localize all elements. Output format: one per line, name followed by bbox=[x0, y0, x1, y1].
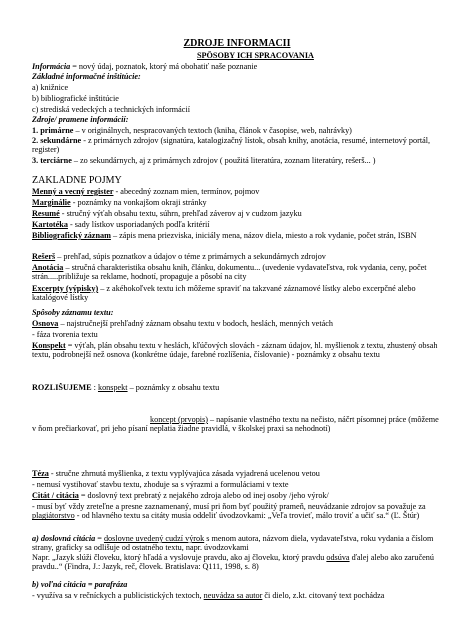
text: Napr. „Jazyk slúži človeku, ktorý hľadá a vyslovuje pravdu, ako aj človeku, ktorý pravdu bbox=[32, 552, 327, 562]
list-item-note bbox=[32, 502, 444, 521]
underlined-term: koncept (prvopis) bbox=[150, 415, 208, 424]
list-item bbox=[32, 491, 444, 500]
underlined-term: doslovne uvedený cudzí výrok bbox=[103, 534, 205, 543]
definition-text: s menom autora, názvom diela, vydavateľstva, roku vydania a číslom strany, graficky sa odlišuje od ostatného textu, napr. úvodzovkami bbox=[32, 534, 434, 553]
term: Menný a vecný register bbox=[32, 187, 114, 196]
definition-text: – zo sekundárnych, aj z primárnych zdrojov ( použitá literatúra, zoznam literatúry, rešerš... ) bbox=[71, 156, 376, 165]
term: Bibliografický záznam bbox=[32, 231, 111, 240]
term: a) doslovná citácia bbox=[32, 534, 96, 543]
list-item bbox=[32, 252, 444, 261]
text: či dielo, z.kt. citovaný text pochádza bbox=[262, 591, 385, 600]
definition-text: – stručná charakteristika obsahu knih, článku, dokumentu... (uvedenie vydavateľstva, rok vydania, ceny, počet strán.....približuje sa reklame, hodnotí, propaguje a pôsobí na city bbox=[32, 263, 427, 282]
underlined-term: neuvádza sa autor bbox=[203, 591, 263, 600]
definition-text: = nový údaj, poznatok, ktorý má obohatiť naše poznanie bbox=[70, 62, 258, 71]
list-item bbox=[32, 136, 444, 155]
underlined-term: plagiátorstvo bbox=[32, 511, 75, 521]
list-item bbox=[32, 284, 444, 303]
underlined-term: konspekt bbox=[97, 383, 128, 392]
list-item bbox=[32, 469, 444, 478]
definition-text: – poznámky z obsahu textu bbox=[127, 383, 220, 392]
term: Citát / citácia bbox=[32, 491, 79, 500]
list-item bbox=[32, 591, 444, 600]
list-item bbox=[32, 187, 444, 196]
definition-text: – zápis mena priezviska, iniciály mena, názov diela, miesto a rok vydanie, počet strán, ISBN bbox=[110, 231, 417, 240]
section-heading-sposoby: Spôsoby záznamu textu: bbox=[32, 308, 114, 317]
list-item-note: - nemusí vystihovať stavbu textu, zhoduje sa s výrazmi a formuláciami v texte bbox=[32, 480, 289, 489]
definition-text: - poznámky na vonkajšom okraji stránky bbox=[70, 198, 207, 207]
term: Kartotéka bbox=[32, 220, 68, 229]
section-heading-pojmy: ZÁKLADNÉ POJMY bbox=[32, 176, 122, 186]
list-item bbox=[32, 231, 444, 240]
list-item: a) knižnice bbox=[32, 83, 69, 92]
definition-informacia bbox=[32, 62, 444, 71]
list-item-heading: b) voľná citácia = parafráza bbox=[32, 580, 128, 589]
definition-text: - z primárnych zdrojov (signatúra, katalogizačný lístok, obsah knihy, anotácia, resumé, internetový portál, register) bbox=[32, 136, 431, 155]
text: - od hlavného textu sa citáty musia oddeliť úvodzovkami: „Veľa trovieť, málo troviť a učiť sa.“ (Ľ. Štúr) bbox=[74, 511, 420, 521]
term: Anotácia bbox=[32, 263, 64, 272]
section-heading-institucie: Základné informačné inštitúcie: bbox=[32, 72, 141, 81]
definition-text: – napísanie vlastného textu na nečisto, náčrt písomnej práce (môžeme v ňom prečiarkovať, pri jeho písaní neplatia žiadne pravidlá, v školskej praxi sa nehodnotí) bbox=[32, 415, 439, 434]
doc-title: ZDROJE INFORMÁCIÍ bbox=[183, 39, 291, 49]
list-item bbox=[32, 198, 444, 207]
text: - využíva sa v rečníckych a publicistických textoch, bbox=[32, 591, 204, 600]
definition-text: = doslovný text prebratý z nejakého zdroja alebo od inej osoby /jeho výrok/ bbox=[78, 491, 329, 500]
list-item bbox=[32, 209, 444, 218]
separator: = bbox=[95, 534, 104, 543]
list-item bbox=[32, 341, 444, 360]
section-heading-zdroje: Zdroje/ pramene informácií: bbox=[32, 115, 129, 124]
text: - musí byť vždy zreteľne a presne zaznamenaný, musí pri ňom byť použitý prameň, neuvádzanie zdrojov sa považuje za bbox=[32, 502, 426, 511]
definition-text: - stručne zhrnutá myšlienka, z textu vyplývajúca zásada vyjadrená ucelenou vetou bbox=[48, 469, 320, 478]
definition-text: - stručný výťah obsahu textu, súhrn, prehľad záverov aj v cudzom jazyku bbox=[59, 209, 302, 218]
term: Informácia bbox=[32, 62, 71, 71]
term: Osnova bbox=[32, 319, 59, 328]
list-item bbox=[32, 156, 444, 165]
definition-text: - sady lístkov usporiadaných podľa kritérií bbox=[67, 220, 210, 229]
definition-text: – v originálnych, nespracovaných textoch (kniha, článok v časopise, web, nahrávky) bbox=[73, 126, 352, 135]
term: Resumé bbox=[32, 209, 60, 218]
list-item: b) bibliografické inštitúcie bbox=[32, 94, 119, 103]
term: ROZLIŠUJEME bbox=[32, 383, 92, 392]
list-item bbox=[32, 383, 444, 392]
list-item bbox=[32, 263, 444, 282]
term: Téza bbox=[32, 469, 49, 478]
term: Marginálie bbox=[32, 198, 71, 207]
definition-text: – najstručnejší prehľadný záznam obsahu textu v bodoch, heslách, menných vetách bbox=[58, 319, 333, 328]
separator: : bbox=[91, 383, 98, 392]
list-item bbox=[32, 126, 444, 135]
list-item-note: - fáza tvorenia textu bbox=[32, 330, 98, 339]
list-item bbox=[32, 220, 444, 229]
list-item bbox=[32, 534, 444, 571]
underlined-term: odsúva bbox=[326, 552, 350, 562]
term: 2. sekundárne bbox=[32, 136, 82, 145]
term: 1. primárne bbox=[32, 126, 74, 135]
definition-text: – prehľad, súpis poznatkov a údajov o téme z primárnych a sekundárnych zdrojov bbox=[55, 252, 326, 261]
term: Konspekt bbox=[32, 341, 66, 350]
list-item bbox=[32, 415, 444, 434]
term: Rešerš bbox=[32, 252, 56, 261]
list-item bbox=[32, 319, 444, 328]
term: Excerpty (výpisky) bbox=[32, 284, 99, 293]
definition-text: – z akéhokoľvek textu ich môžeme spraviť na takzvané záznamové lístky alebo excerpčné alebo katalógové lístky bbox=[32, 284, 416, 303]
definition-text: - abecedný zoznam mien, termínov, pojmov bbox=[113, 187, 260, 196]
term: 3. terciárne bbox=[32, 156, 72, 165]
definition-text: = výťah, plán obsahu textu v heslách, kľúčových slovách - záznam údajov, hl. myšlienok z textu, zhustený obsah textu, podrobnejší než osnova (konkrétne údaje, farebné rozlíšenia, číslovanie) - poznámky z obsahu textu bbox=[32, 341, 438, 360]
text: ďalej alebo ako zaručenú pravdu..“ (Findra, J.: Jazyk, reč, človek. Bratislava: Q111, 1998, s. 8) bbox=[32, 552, 434, 571]
list-item: c) strediská vedeckých a technických informácií bbox=[32, 105, 190, 114]
doc-subtitle: SPÔSOBY ICH SPRACOVANIA bbox=[197, 51, 314, 60]
